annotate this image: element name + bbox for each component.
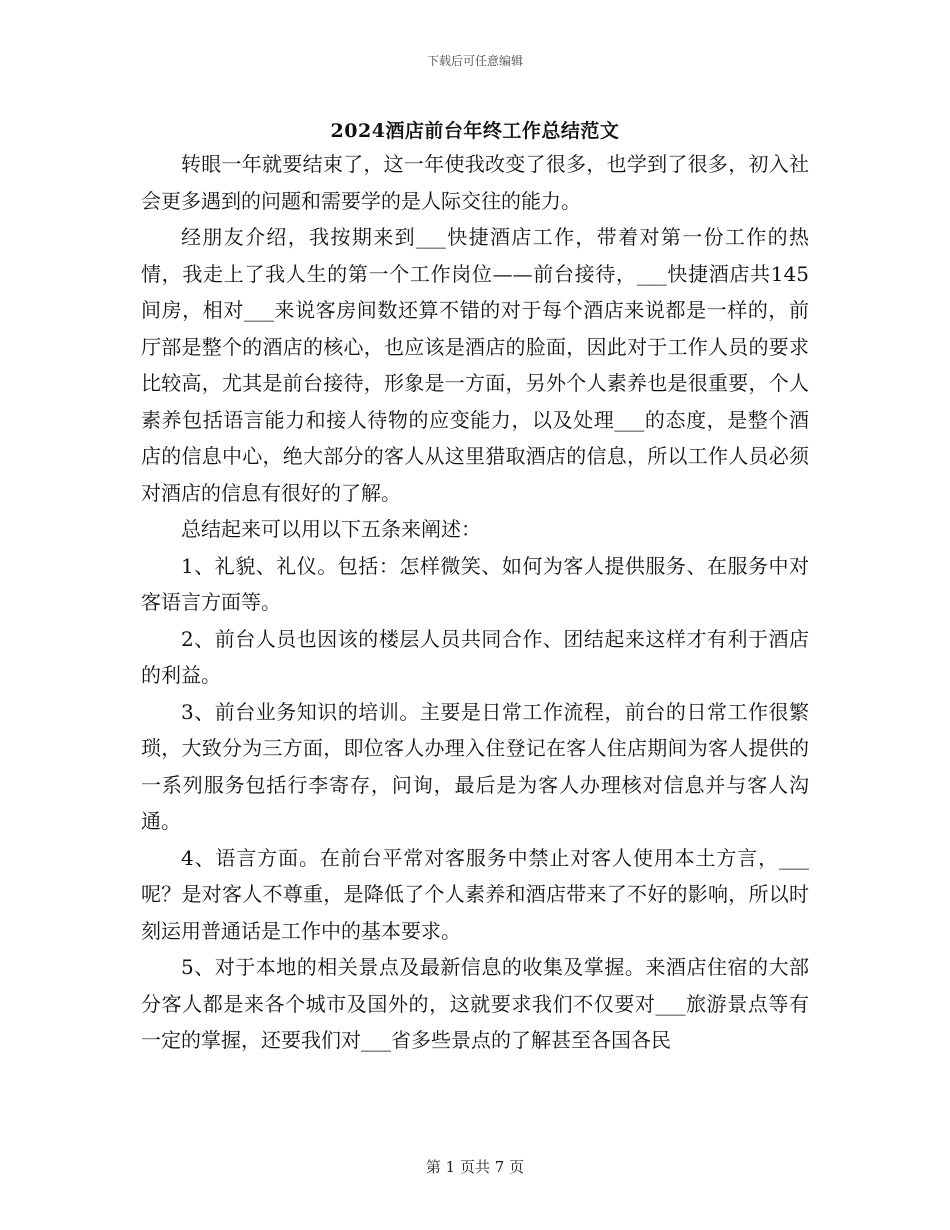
paragraph-summary-lead: 总结起来可以用以下五条来阐述： [181,517,481,541]
paragraph-item-3: 3、前台业务知识的培训。主要是日常工作流程，前台的日常工作很繁琐，大致分为三方面，即位客人办理入住登记在客人住店期间为客人提供的一系列服务包括行李寄存，问询，最后是为客人办理核对信息并与客人沟通。 [141,699,809,833]
paragraph-background: 经朋友介绍，我按期来到___快捷酒店工作，带着对第一份工作的热情，我走上了我人生的第一个工作岗位——前台接待，___快捷酒店共145间房，相对___来说客房间数还算不错的对于每个酒店来说都是一样的，前厅部是整个的酒店的核心，也应该是酒店的脸面，因此对于工作人员的要求比较高，尤其是前台接待，形象是一方面，另外个人素养也是很重要，个人素养包括语言能力和接人待物的应变能力，以及处理___的态度，是整个酒店的信息中心，绝大部分的客人从这里猎取酒店的信息，所以工作人员必须对酒店的信息有很好的了解。 [141,225,809,505]
document-title: 2024酒店前台年终工作总结范文 [330,120,620,142]
paragraph-item-2: 2、前台人员也因该的楼层人员共同合作、团结起来这样才有利于酒店的利益。 [141,626,809,687]
paragraph-item-5: 5、对于本地的相关景点及最新信息的收集及掌握。来酒店住宿的大部分客人都是来各个城市及国外的，这就要求我们不仅要对___旅游景点等有一定的掌握，还要我们对___省多些景点的了解甚至各国各民 [141,955,809,1052]
header-note: 下载后可任意编辑 [426,54,523,68]
paragraph-item-1: 1、礼貌、礼仪。包括：怎样微笑、如何为客人提供服务、在服务中对客语言方面等。 [141,553,809,614]
document-body [141,146,809,1059]
paragraph-item-4: 4、语言方面。在前台平常对客服务中禁止对客人使用本土方言，___呢？是对客人不尊重，是降低了个人素养和酒店带来了不好的影响，所以时刻运用普通话是工作中的基本要求。 [141,845,809,943]
paragraph-intro: 转眼一年就要结束了，这一年使我改变了很多，也学到了很多，初入社会更多遇到的问题和需要学的是人际交往的能力。 [141,152,809,213]
page-number: 第 1 页共 7 页 [425,1158,525,1176]
